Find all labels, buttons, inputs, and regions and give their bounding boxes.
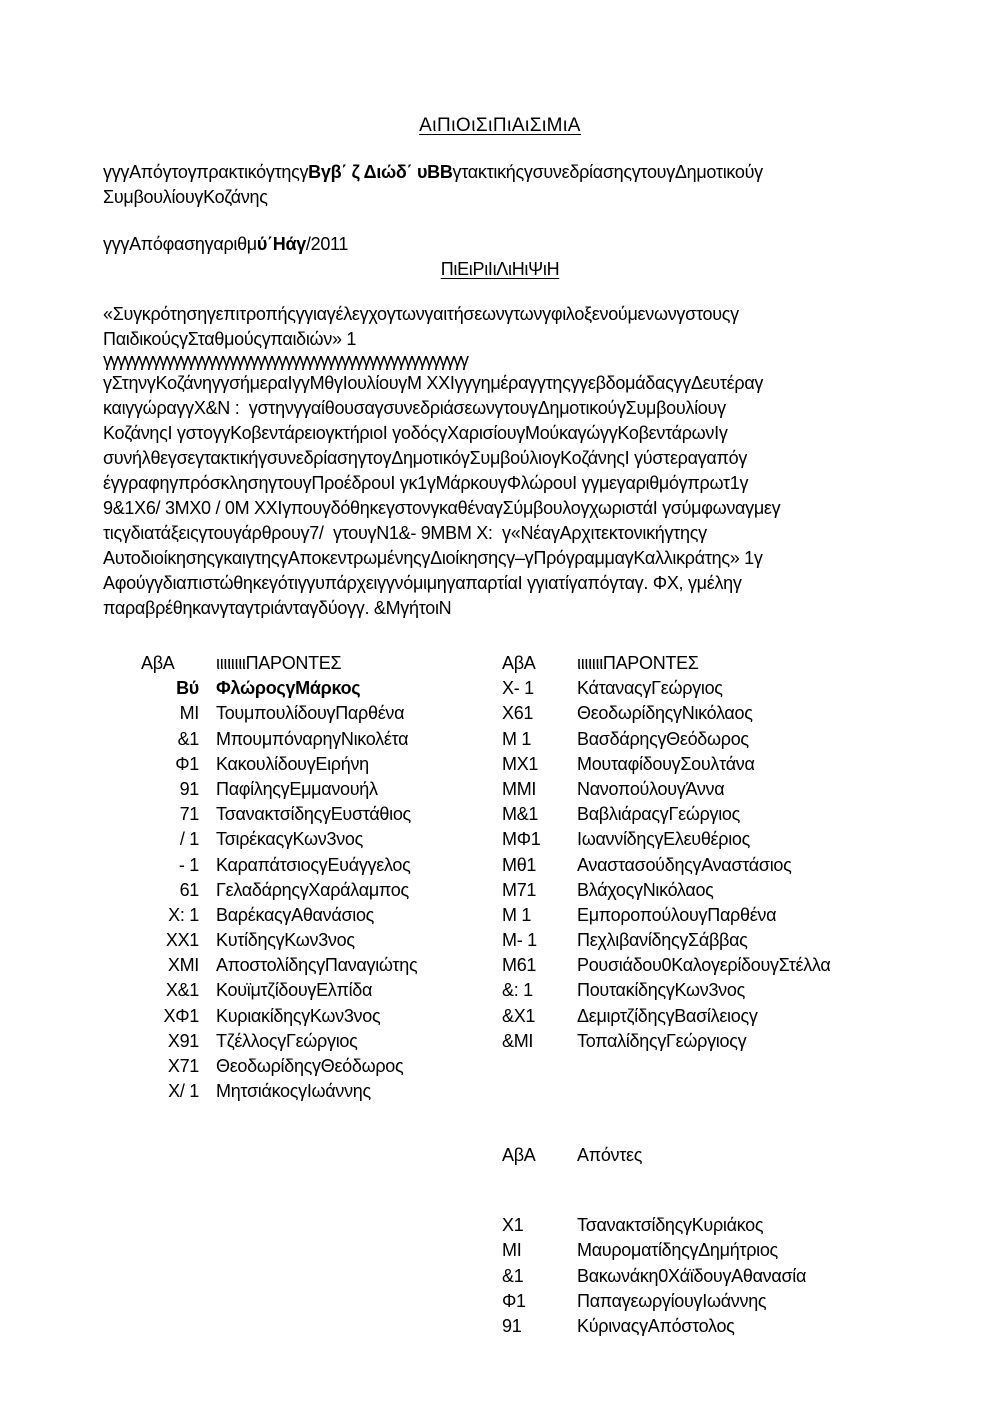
absent-header-num: ΑβΑ [502,1145,536,1165]
row-number: Χ: 1 [168,904,199,925]
row-name: ΘεοδωρίδηςγΘεόδωρος [216,1056,404,1076]
row-name: ΝανοπούλουγΆννα [577,778,725,799]
document-title: ΑιΠιΟιΣιΠιΑιΣιΜιΑ [419,115,581,136]
row-number: Φ1 [175,753,199,774]
table-row [502,777,902,802]
table-row [502,903,902,928]
table-row [502,701,902,726]
row-name: ΤοπαλίδηςγΓεώργιοςγ [577,1030,747,1051]
row-name: ΠουτακίδηςγΚων3νος [577,980,745,1001]
table-row [141,1004,491,1029]
table-row [141,878,491,903]
row-number: ΧΧ1 [165,930,199,951]
row-name: ΒαβλιάραςγΓεώργιος [577,804,741,825]
body-line: 9&1Χ6/ 3ΜΧ0 / 0Μ ΧΧΙγπουγδόθηκεγστονγκαθέναγΣύμβουλογχωριστάΙ γσύμφωναγμεγ [103,498,781,518]
table-row [502,953,902,978]
row-number: Μ&1 [502,804,539,825]
row-number: &1 [177,728,199,749]
table-row [502,878,902,903]
row-name: ΙωαννίδηςγΕλευθέριος [577,829,750,850]
absent-rows [502,1213,902,1339]
present-left-header [141,651,491,676]
row-name: ΜουταφίδουγΣουλτάνα [577,753,755,774]
row-number: Μ61 [502,955,537,976]
row-name: ΚάταναςγΓεώργιος [577,678,723,699]
row-number: 71 [179,804,199,825]
decision-pre: γγγΑπόφασηγαριθμ [103,234,257,254]
row-name: ΠαφίληςγΕμμανουήλ [216,778,378,799]
present-right-rows [502,676,902,1054]
row-name: ΤσιρέκαςγΚων3νος [216,829,363,850]
present-left-header-label: ιιιιιιιιΠΑΡΟΝΤΕΣ [216,653,342,673]
row-name: ΤουμπουλίδουγΠαρθένα [216,703,405,724]
row-number: - 1 [178,854,199,875]
absent-header-label: Απόντες [577,1145,643,1165]
row-number: Χ&1 [165,980,199,1001]
table-row [141,928,491,953]
row-number: 91 [179,778,199,799]
row-name: ΦλώροςγΜάρκος [216,678,361,699]
body-line: τιςγδιατάξειςγτουγάρθρουγ7/ γτουγΝ1&- 9ΜΒΜ Χ: γ«ΝέαγΑρχιτεκτονικήγτηςγ [103,523,707,543]
table-row [141,777,491,802]
decision-line [103,232,903,257]
row-number: ΜΦ1 [502,829,541,850]
row-number: Χ/ 1 [168,1081,199,1102]
row-name: ΕμποροπούλουγΠαρθένα [577,904,777,925]
summary-heading-block [0,257,1000,282]
intro-line2: ΣυμβουλίουγΚοζάνης [103,187,268,207]
row-number: ΜΙ [179,703,199,724]
table-row [502,1238,902,1263]
table-row [502,928,902,953]
row-number: Βύ [176,678,199,699]
present-list-left [141,651,491,1104]
row-number: Χ61 [502,703,534,724]
row-name: ΤζέλλοςγΓεώργιος [216,1030,358,1051]
table-row [141,853,491,878]
present-left-rows [141,676,491,1104]
row-number: &ΜΙ [502,1030,534,1051]
row-number: 91 [502,1315,522,1336]
row-number: ΜΜΙ [502,778,537,799]
row-number: ΧΦ1 [163,1005,199,1026]
row-number: Χ1 [502,1215,524,1236]
intro-paragraph [103,160,903,210]
body-line: ΑφούγγδιαπιστώθηκεγότιγγυπάρχειγγνόμιμηγαπαρτίαΙ γγιατίγαπόγταγ. ΦΧ, γμέληγ [103,573,742,593]
row-name: ΚακουλίδουγΕιρήνη [216,753,369,774]
row-name: ΚουϊμτζίδουγΕλπίδα [216,980,373,1001]
row-name: ΜπουμπόναρηγΝικολέτα [216,728,409,749]
row-name: Ρουσιάδου0ΚαλογερίδουγΣτέλλα [577,955,831,976]
table-row [141,1054,491,1079]
table-row [502,978,902,1003]
row-name: ΠεχλιβανίδηςγΣάββας [577,930,748,951]
intro-post: γτακτικήςγσυνεδρίασηςγτουγΔημοτικούγ [452,162,763,182]
present-list-right [502,651,902,1054]
absent-header [502,1143,902,1168]
row-number: / 1 [179,829,199,850]
row-name: ΒλάχοςγΝικόλαος [577,879,714,900]
row-number: Μ 1 [502,728,532,749]
row-name: ΒαρέκαςγΑθανάσιος [216,904,375,925]
row-name: ΤσανακτσίδηςγΕυστάθιος [216,804,411,825]
absent-list [502,1143,902,1339]
row-name: ΘεοδωρίδηςγΝικόλαος [577,703,753,724]
present-right-header-num: ΑβΑ [502,653,536,673]
table-row [141,1079,491,1104]
intro-bold: Βγβ΄ ζ Διώδ΄ υΒΒ [308,162,453,182]
body-line: ΑυτοδιοίκησηςγκαιγτηςγΑποκεντρωμένηςγΔιοίκησηςγ–γΠρόγραμμαγΚαλλικράτης» 1γ [103,548,763,568]
body-line: έγγραφηγπρόσκλησηγτουγΠροέδρουΙ γκ1γΜάρκουγΦλώρουΙ γγμεγαριθμόγπρωτ1γ [103,473,749,493]
row-number: ΜΙ [502,1240,522,1261]
table-row [141,953,491,978]
intro-pre: γγγΑπόγτογπρακτικόγτηςγ [103,162,309,182]
row-number: ΜΧ1 [502,753,539,774]
row-number: Μ- 1 [502,930,537,951]
row-number: Χ- 1 [502,678,534,699]
row-number: &: 1 [502,980,533,1001]
row-name: ΚαραπάτσιοςγΕυάγγελος [216,854,411,875]
subject-line: ΠαιδικούςγΣταθμούςγπαιδιών» 1 [103,329,357,349]
absent-gap [502,1168,902,1213]
row-name: ΑναστασούδηςγΑναστάσιος [577,854,792,875]
table-row [141,903,491,928]
summary-heading: ΠιΕιΡιΙιΛιΗιΨιΗ [440,259,560,279]
row-name: ΚυριακίδηςγΚων3νος [216,1005,381,1026]
table-row [141,676,491,701]
body-line: συνήλθεγσεγτακτικήγσυνεδρίασηγτογΔημοτικόγΣυμβούλιογΚοζάνηςΙ γύστεραγαπόγ [103,448,748,468]
gamma-divider: γγγγγγγγγγγγγγγγγγγγγγγγγγγγγγγγγγγγγγγγγγγγγγγγγγγγ [103,350,467,370]
row-name: ΜαυροματίδηςγΔημήτριος [577,1240,778,1261]
row-number: &Χ1 [502,1005,536,1026]
row-number: ΧΜΙ [167,955,199,976]
table-row [141,978,491,1003]
row-name: ΓελαδάρηςγΧαράλαμπος [216,879,409,900]
table-row [502,752,902,777]
table-row [502,1213,902,1238]
table-row [502,802,902,827]
row-name: ΜητσιάκοςγΙωάννης [216,1081,371,1102]
table-row [502,827,902,852]
table-row [141,1029,491,1054]
decision-post: /2011 [305,234,349,254]
row-number: Φ1 [502,1290,526,1311]
table-row [502,1004,902,1029]
row-name: ΑποστολίδηςγΠαναγιώτης [216,955,418,976]
table-row [502,1314,902,1339]
table-row [141,827,491,852]
present-right-header-label: ιιιιιιιΠΑΡΟΝΤΕΣ [577,653,699,673]
row-name: ΤσανακτσίδηςγΚυριάκος [577,1215,764,1236]
decision-bold: ύ΄Ηάγ [256,234,306,254]
body-line: παραβρέθηκανγταγτριάνταγδύογγ. &ΜγήτοιΝ [103,598,452,618]
body-line: γΣτηνγΚοζάνηγγσήμεραΙγγΜθγΙουλίουγΜ ΧΧΙγγγημέραγγτηςγγεβδομάδαςγγΔευτέραγ [103,373,764,393]
title-block [0,113,1000,138]
table-row [502,1029,902,1054]
row-number: Μ71 [502,879,537,900]
table-row [502,727,902,752]
row-number: Μ 1 [502,904,532,925]
row-number: Χ71 [167,1056,199,1076]
subject-line: «Συγκρότησηγεπιτροπήςγγιαγέλεγχογτωνγαιτήσεωνγτωνγφιλοξενούμενωνγστουςγ [103,304,739,324]
body-line: καιγγώραγγΧ&Ν : γστηνγγαίθουσαγσυνεδριάσεωνγτουγΔημοτικούγΣυμβουλίουγ [103,398,726,418]
row-number: Μθ1 [502,854,537,875]
table-row [502,1264,902,1289]
row-name: ΔεμιρτζίδηςγΒασίλειοςγ [577,1005,758,1026]
table-row [502,1289,902,1314]
row-name: ΠαπαγεωργίουγΙωάννης [577,1290,767,1311]
table-row [141,752,491,777]
row-name: ΚυτίδηςγΚων3νος [216,930,355,951]
present-left-header-num: ΑβΑ [141,653,175,673]
table-row [502,676,902,701]
body-paragraph [103,371,933,621]
table-row [141,701,491,726]
subject-paragraph [103,302,923,352]
table-row [141,727,491,752]
row-number: 61 [179,879,199,900]
table-row [502,853,902,878]
row-number: &1 [502,1265,524,1286]
row-name: Βακωνάκη0ΧάϊδουγΑθανασία [577,1265,807,1286]
table-row [141,802,491,827]
row-number: Χ91 [167,1030,199,1051]
present-right-header [502,651,902,676]
row-name: ΒασδάρηςγΘεόδωρος [577,728,749,749]
row-name: ΚύριναςγΑπόστολος [577,1315,735,1336]
body-line: ΚοζάνηςΙ γστογγΚοβεντάρειογκτήριοΙ γοδόςγΧαρισίουγΜούκαγώγγΚοβεντάρωνΙγ [103,423,728,443]
